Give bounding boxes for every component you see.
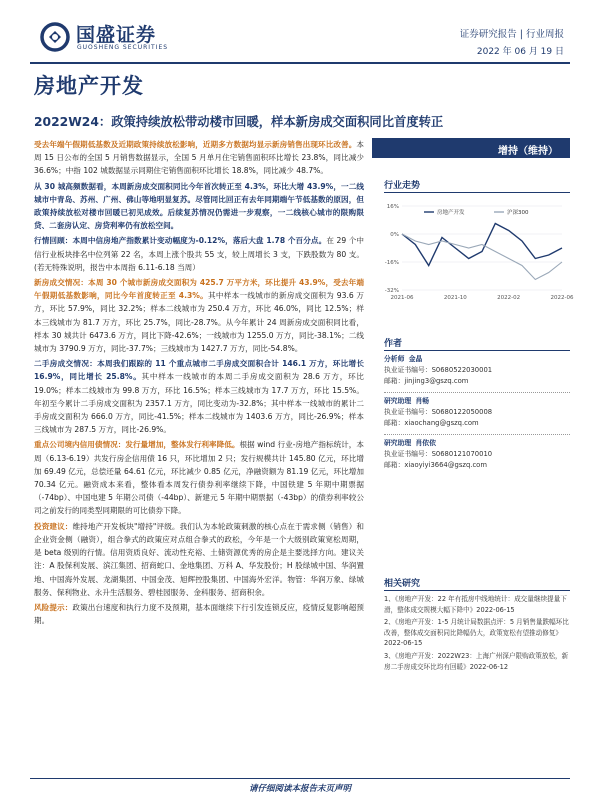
logo-subtext: GUOSHENG SECURITIES (77, 44, 169, 51)
author-entry (384, 396, 570, 429)
x-tick-label: 2022-06 (550, 295, 574, 301)
paragraph-lead: 从 30 城高频数据看，本周新房成交面积同比今年首次转正至 4.3%，环比大增 43.9%，一二线城市中青岛、苏州、广州、佛山等地明显复苏。尽管同比回正有去年同期端午节低基数的原因，但政策持续放松对楼市回暖已初见成效。后续复苏情况仍需进一步观察，一二线核心城市的限购限贷、二套房认定、房贷利率仍有放松空间。 (34, 181, 364, 231)
authors-title: 作者 (384, 339, 403, 349)
paragraph-lead: 重点公司境内信用债情况：发行量增加，整体发行利率降低。 (34, 440, 240, 450)
paragraph (34, 276, 364, 355)
x-tick-label: 2021-06 (390, 295, 414, 301)
related-title: 相关研究 (384, 579, 421, 589)
paragraph (34, 520, 364, 599)
paragraph-lead: 受去年端午假期低基数及近期政策持续放松影响，近期多方数据均显示新房销售出现环比改善。 (34, 140, 357, 149)
author-cert: 执业证书编号：S0680122050008 (384, 408, 493, 416)
author-email[interactable]: 邮箱：xiaoyiyi3664@gszq.com (384, 461, 487, 469)
author-cert: 执业证书编号：S0680522030001 (384, 366, 493, 374)
author-entry (384, 438, 570, 471)
paragraph-body: 其中样本一线城市的新房成交面积为 93.6 万方，环比 57.9%，同比 32.2%；样本二线城市为 250.4 万方，环比 46.0%，同比 12.5%；样本三线城市为 81.7 万方，环比 25.7%，同比-28.7%。从今年累计 24 周新房成交面积同比看，样本 30 城共计 6473.6 万方，同比下降-42.6%；一线城市为 1255.0 万方，同比-38.1%；二线城市为 3790.9 万方，同比-37.7%；三线城市为 1427.7 万方，同比-54.8%。 (34, 291, 365, 354)
trend-rule (384, 192, 570, 193)
author-role: 分析师 (384, 355, 405, 363)
author-name: 肖畅 (415, 397, 430, 405)
divider (384, 392, 570, 393)
related-list (384, 594, 570, 674)
paragraph-body: 维持地产开发板块"增持"评级。我们认为本轮政策刺激的核心点在于需求侧（销售）和企业资金侧（融资），组合拳式的政策应对点组合拳式的政松，今年是一个大级别政策宽松周期，是 beta 级别的行情。信用资质良好、流动性充裕、土储资源优秀的房企是主要选择方向。建议关注：A 股保利发展、滨江集团、招商蛇口、金地集团、万科 A、华发股份；H 股绿城中国、华润置地、中国海外发展、龙湖集团、中国金茂、旭辉控股集团、中国海外宏洋。物管：华润万象、绿城服务、保利物业、永升生活服务、碧桂园服务、金科服务、招商积余。 (34, 521, 365, 597)
author-email[interactable]: 邮箱：xiaochang@gszq.com (384, 419, 479, 427)
section-title: 房地产开发 (34, 74, 144, 98)
related-item[interactable]: 2、《房地产开发：1-5 月统计局数据点评：5 月销售量跌幅环比改善，整体成交面积同比降幅仍大，政策宽松有望推动修复》2022-06-15 (384, 618, 569, 648)
related-item[interactable]: 3、《房地产开发：2022W23：上海广州深户限购政策放松，新房二手房成交环比均有回暖》2022-06-12 (384, 651, 569, 671)
paragraph-lead: 二手房成交情况：本周我们跟踪的 11 个重点城市二手房成交面积合计 146.1 万方，环比增长 16.9%，同比增长 25.8%。 (34, 359, 364, 382)
y-tick-label: 0% (390, 232, 399, 238)
report-headline: 2022W24：政策持续放松带动楼市回暖，样本新房成交面积同比首度转正 (34, 115, 444, 129)
paragraph-body: 政策出台速度和执行力度不及预期，基本面继续下行引发连锁反应，疫情反复影响超预期。 (34, 602, 365, 626)
body-text (34, 138, 364, 629)
paragraph-body: 在 29 个中信行业板块排名中位列第 22 名，本周上涨个股共 55 支，较上周增长 3 支，下跌股数为 80 支。(若无特殊说明，报告中本周指 6.11-6.18 当周） (34, 236, 364, 272)
trend-title: 行业走势 (384, 181, 421, 191)
paragraph-body: 其中样本一线城市的本周二手房成交面积为 28.6 万方，环比 19.0%；样本二线城市为 99.8 万方，环比 16.5%；样本三线城市为 17.7 万方，环比 15.5%。年初至今累计二手房成交面积为 2357.1 万方，同比变动为-32.8%；其中样本一线城市的累计二手房成交面积为 666.0 万方，同比-41.5%；样本二线城市为 1403.6 万方，同比-26.9%；样本三线城市为 287.5 万方，同比-26.9%。 (34, 372, 364, 435)
header-rule (30, 62, 570, 64)
divider (384, 434, 570, 435)
paragraph-lead: 风险提示： (34, 602, 73, 612)
paragraph-lead: 行情回顾：本周中信房地产指数累计变动幅度为-0.12%，落后大盘 1.78 个百分点。 (34, 236, 327, 246)
paragraph-lead: 投资建议： (34, 521, 73, 531)
paragraph-body: 根据 wind 行业-房地产指标统计，本周（6.13-6.19）共发行房企信用债 16 只，环比增加 2 只；发行规模共计 145.80 亿元，环比增加 69.49 亿元，总偿还量 64.61 亿元，环比减少 0.85 亿元，净融资额为 81.19 亿元，环比增加 70.34 亿元。融资成本来看，整体看本周发行债券利率继续下降，中国铁建 5 年期中期票据（-74bp）、中国电建 5 年期公司债（-44bp）、新建元 5 年期中期票据（-43bp）的债券利率较公司之前发行的同类型同期限的可比债券下降。 (34, 440, 364, 516)
author-role: 研究助理 (384, 439, 412, 447)
author-email[interactable]: 邮箱：jinjing3@gszq.com (384, 377, 469, 385)
paragraph (34, 601, 364, 627)
legend-label: 沪深300 (507, 210, 529, 216)
paragraph (34, 438, 364, 517)
logo-text: 国盛证券 (76, 24, 157, 46)
paragraph (34, 357, 364, 436)
logo-icon (40, 22, 70, 52)
author-name: 金晶 (408, 355, 423, 363)
authors-rule (384, 350, 570, 351)
series-line-hs300 (402, 234, 562, 280)
report-date: 2022 年 06 月 19 日 (476, 47, 564, 57)
trend-chart (376, 196, 574, 308)
related-rule (384, 590, 570, 591)
paragraph (34, 234, 364, 274)
y-tick-label: -32% (384, 288, 399, 294)
rating-label: 增持（维持） (498, 146, 558, 157)
paragraph-lead: 新房成交情况：本周 30 个城市新房成交面积为 425.7 万平方米，环比提升 43.9%，受去年端午假期低基数影响，同比今年首度转正至 4.3%。 (34, 278, 364, 301)
report-type: 证券研究报告 | 行业周报 (459, 29, 564, 40)
footer-rule (30, 778, 570, 779)
author-name: 肖依依 (415, 439, 436, 447)
legend-label: 房地产开发 (437, 210, 465, 216)
y-tick-label: 16% (386, 204, 399, 210)
paragraph (34, 180, 364, 233)
author-cert: 执业证书编号：S0680121070010 (384, 450, 493, 458)
paragraph (34, 138, 364, 178)
footer-disclaimer: 请仔细阅读本报告末页声明 (248, 784, 351, 794)
y-tick-label: -16% (384, 260, 399, 266)
author-role: 研究助理 (384, 397, 412, 405)
author-entry (384, 354, 570, 387)
related-item[interactable]: 1、《房地产开发：22 年有抵房中线地统计：成交量继续提量下滑，整体成交规模大幅下降中》2022-06-15 (384, 595, 567, 614)
x-tick-label: 2021-10 (443, 295, 467, 301)
x-tick-label: 2022-02 (497, 295, 521, 301)
paragraph-body: 本周 15 日公布的全国 5 月销售数据显示，全国 5 月单月住宅销售面积环比增长 23.8%，同比减少 36.6%；中指 102 城数据显示同期住宅销售面积环比增长 18.8%，同比减少 48.7%。 (34, 140, 364, 176)
